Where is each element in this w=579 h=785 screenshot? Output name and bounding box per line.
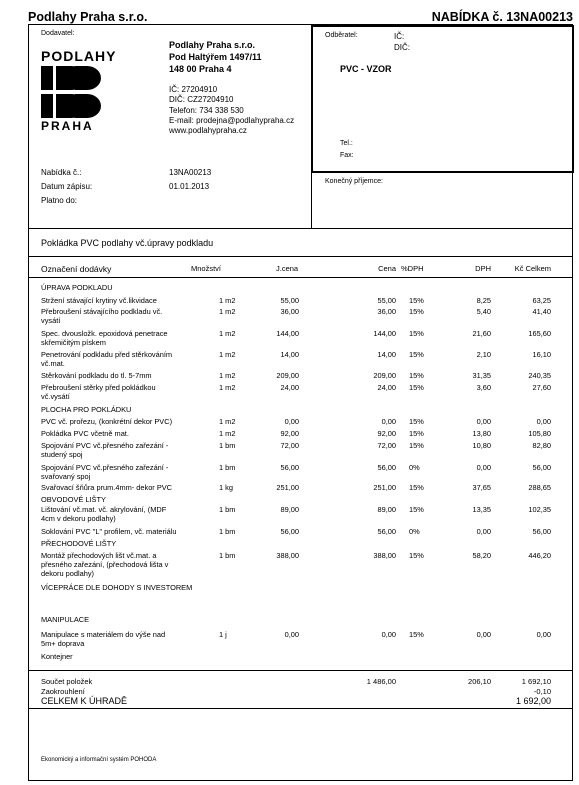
item-price: 14,00 [377, 350, 396, 359]
item-name: Stěrkování podkladu do tl. 5-7mm [41, 371, 152, 380]
section-heading-text: Kontejner [41, 652, 73, 661]
item-qty: 1 m2 [219, 371, 236, 380]
item-qty: 1 m2 [219, 429, 236, 438]
item-unit-price: 0,00 [284, 630, 299, 639]
sum-total: 1 692,10 [521, 677, 551, 686]
item-unit-price: 14,00 [280, 350, 299, 359]
item-vat-pct: 15% [409, 551, 424, 560]
item-total: 105,80 [528, 429, 551, 438]
section-heading-text: MANIPULACE [41, 615, 90, 624]
logo-text-top: PODLAHY [41, 48, 117, 64]
col-name: Označení dodávky [41, 264, 112, 274]
item-total: 446,20 [528, 551, 551, 560]
supplier-web: www.podlahypraha.cz [169, 126, 247, 135]
item-qty: 1 bm [219, 505, 236, 514]
item-price: 0,00 [381, 630, 396, 639]
section-heading-text: OBVODOVÉ LIŠTY [41, 495, 106, 504]
item-vat: 0,00 [476, 463, 491, 472]
col-qty: Množství [191, 264, 222, 273]
sum-price: 1 486,00 [366, 677, 396, 686]
item-name: Přebroušení stávajícího podkladu vč. vysátí [41, 307, 163, 325]
item-vat-pct: 15% [409, 441, 424, 450]
item-unit-price: 89,00 [280, 505, 299, 514]
rounding-label: Zaokrouhlení [41, 687, 85, 696]
item-unit-price: 144,00 [276, 329, 299, 338]
item-vat: 0,00 [476, 417, 491, 426]
item-price: 72,00 [377, 441, 396, 450]
section-heading-text: VÍCEPRÁCE DLE DOHODY S INVESTOREM [41, 583, 193, 592]
customer-ic: IČ: [394, 32, 405, 41]
final-recipient-label: Konečný příjemce: [325, 178, 383, 185]
item-vat: 13,80 [472, 429, 491, 438]
item-vat: 2,10 [476, 350, 491, 359]
item-vat-pct: 15% [409, 307, 424, 316]
section-heading-text: PLOCHA PRO POKLÁDKU [41, 405, 132, 414]
item-unit-price: 72,00 [280, 441, 299, 450]
customer-label: Odběratel: [325, 32, 358, 39]
item-total: 27,60 [532, 383, 551, 392]
supplier-phone: Telefon: 734 338 530 [169, 106, 244, 115]
item-price: 89,00 [377, 505, 396, 514]
item-price: 56,00 [377, 463, 396, 472]
item-qty: 1 bm [219, 551, 236, 560]
item-price: 24,00 [377, 383, 396, 392]
item-vat: 31,35 [472, 371, 491, 380]
item-vat: 21,60 [472, 329, 491, 338]
item-vat-pct: 15% [409, 329, 424, 338]
offer-subject: Pokládka PVC podlahy vč.úpravy podkladu [41, 238, 214, 248]
item-total: 0,00 [536, 417, 551, 426]
offer-valid-label: Platno do: [41, 196, 78, 205]
col-price: Cena [378, 264, 396, 273]
col-vat: DPH [475, 264, 491, 273]
item-qty: 1 bm [219, 441, 236, 450]
item-price: 388,00 [373, 551, 396, 560]
item-vat: 37,65 [472, 483, 491, 492]
company-name: Podlahy Praha s.r.o. [28, 10, 148, 24]
customer-tel: Tel.: [340, 140, 353, 147]
item-unit-price: 24,00 [280, 383, 299, 392]
item-total: 0,00 [536, 630, 551, 639]
item-vat-pct: 15% [409, 429, 424, 438]
item-vat: 8,25 [476, 296, 491, 305]
col-vat-pct: %DPH [401, 264, 424, 273]
item-vat: 58,20 [472, 551, 491, 560]
customer-box [311, 25, 574, 173]
item-vat-pct: 15% [409, 483, 424, 492]
sum-vat: 206,10 [468, 677, 491, 686]
item-unit-price: 209,00 [276, 371, 299, 380]
divider [311, 171, 312, 228]
item-name: Spec. dvousložk. epoxidová penetrace skřemičitým pískem [41, 329, 168, 347]
offer-title: NABÍDKA č. 13NA00213 [431, 10, 573, 24]
item-name: Pokládka PVC včetně mat. [41, 429, 129, 438]
item-name: Soklování PVC "L" profilem, vč. materiálu [41, 527, 177, 536]
logo-text-bottom: PRAHA [41, 119, 94, 133]
item-unit-price: 55,00 [280, 296, 299, 305]
item-vat: 0,00 [476, 630, 491, 639]
item-price: 251,00 [373, 483, 396, 492]
sum-label: Součet položek [41, 677, 93, 686]
item-total: 165,60 [528, 329, 551, 338]
item-qty: 1 m2 [219, 329, 236, 338]
item-vat: 0,00 [476, 527, 491, 536]
divider [28, 277, 573, 278]
item-vat: 5,40 [476, 307, 491, 316]
item-name: Spojování PVC vč.přesného zařezání - svařovaný spoj [41, 463, 169, 481]
item-qty: 1 m2 [219, 417, 236, 426]
item-vat: 3,60 [476, 383, 491, 392]
item-vat-pct: 0% [409, 527, 420, 536]
item-price: 92,00 [377, 429, 396, 438]
item-name: Stržení stávající krytiny vč.likvidace [41, 296, 157, 305]
divider [28, 228, 573, 229]
supplier-city: 148 00 Praha 4 [169, 64, 232, 74]
item-vat-pct: 15% [409, 383, 424, 392]
col-total: Kč Celkem [514, 264, 551, 273]
supplier-email: E-mail: prodejna@podlahypraha.cz [169, 116, 295, 125]
item-qty: 1 j [219, 630, 227, 639]
offer-date-label: Datum zápisu: [41, 182, 93, 191]
item-name: Penetrování podkladu před stěrkováním vč.mat. [41, 350, 173, 368]
item-vat-pct: 15% [409, 505, 424, 514]
divider [28, 708, 573, 709]
section-heading-text: ÚPRAVA PODKLADU [41, 283, 113, 292]
item-vat-pct: 15% [409, 371, 424, 380]
item-unit-price: 56,00 [280, 463, 299, 472]
item-unit-price: 0,00 [284, 417, 299, 426]
item-qty: 1 m2 [219, 307, 236, 316]
supplier-name: Podlahy Praha s.r.o. [169, 40, 256, 50]
item-qty: 1 m2 [219, 350, 236, 359]
item-unit-price: 388,00 [276, 551, 299, 560]
item-name: Montáž přechodových lišt vč.mat. a přesného zařezání, (přechodová lišta v dekoru podlahy) [41, 551, 169, 578]
company-logo [41, 48, 117, 134]
total-value: 1 692,00 [515, 696, 551, 706]
item-vat-pct: 15% [409, 296, 424, 305]
item-price: 0,00 [381, 417, 396, 426]
item-total: 41,40 [532, 307, 551, 316]
offer-number-value: 13NA00213 [169, 168, 212, 177]
logo-mark-icon [41, 66, 101, 118]
item-price: 144,00 [373, 329, 396, 338]
item-total: 102,35 [528, 505, 551, 514]
item-vat-pct: 15% [409, 630, 424, 639]
divider [28, 670, 573, 671]
item-total: 56,00 [532, 527, 551, 536]
divider [28, 256, 573, 257]
total-label: CELKEM K ÚHRADĚ [41, 696, 128, 706]
item-name: Manipulace s materiálem do výše nad 5m+ doprava [41, 630, 166, 648]
item-qty: 1 m2 [219, 296, 236, 305]
item-vat: 10,80 [472, 441, 491, 450]
item-price: 55,00 [377, 296, 396, 305]
item-unit-price: 251,00 [276, 483, 299, 492]
offer-date-value: 01.01.2013 [169, 182, 210, 191]
section-heading-text: PŘECHODOVÉ LIŠTY [41, 539, 117, 548]
item-name: Lištování vč.mat. vč. akrylování, (MDF 4cm v dekoru podlahy) [41, 505, 167, 523]
item-total: 288,65 [528, 483, 551, 492]
supplier-dic: DIČ: CZ27204910 [169, 95, 234, 104]
item-vat: 13,35 [472, 505, 491, 514]
item-name: Spojování PVC vč.přesného zařezání - studený spoj [41, 441, 169, 459]
item-qty: 1 bm [219, 527, 236, 536]
col-unit-price: J.cena [276, 264, 299, 273]
item-vat-pct: 0% [409, 463, 420, 472]
item-price: 209,00 [373, 371, 396, 380]
item-unit-price: 56,00 [280, 527, 299, 536]
item-qty: 1 kg [219, 483, 233, 492]
footer-note: Ekonomický a informační systém POHODA [41, 757, 157, 763]
item-total: 56,00 [532, 463, 551, 472]
item-name: Svařovací šňůra prum.4mm- dekor PVC [41, 483, 173, 492]
item-price: 56,00 [377, 527, 396, 536]
item-unit-price: 92,00 [280, 429, 299, 438]
item-total: 240,35 [528, 371, 551, 380]
rounding-value: -0,10 [533, 687, 551, 696]
customer-dic: DIČ: [394, 43, 410, 52]
item-total: 16,10 [532, 350, 551, 359]
customer-fax: Fax: [340, 152, 354, 159]
supplier-label: Dodavatel: [41, 30, 75, 37]
item-vat-pct: 15% [409, 417, 424, 426]
item-unit-price: 36,00 [280, 307, 299, 316]
item-qty: 1 m2 [219, 383, 236, 392]
supplier-street: Pod Haltýřem 1497/11 [169, 52, 262, 62]
offer-number-label: Nabídka č.: [41, 168, 82, 177]
item-qty: 1 bm [219, 463, 236, 472]
item-vat-pct: 15% [409, 350, 424, 359]
item-name: PVC vč. prořezu, (konkrétní dekor PVC) [41, 417, 173, 426]
customer-name: PVC - VZOR [340, 64, 392, 74]
supplier-ic: IČ: 27204910 [169, 85, 218, 94]
item-total: 63,25 [532, 296, 551, 305]
item-total: 82,80 [532, 441, 551, 450]
divider [311, 171, 572, 172]
item-price: 36,00 [377, 307, 396, 316]
item-name: Přebroušení stěrky před pokládkou vč.vysátí [41, 383, 156, 401]
